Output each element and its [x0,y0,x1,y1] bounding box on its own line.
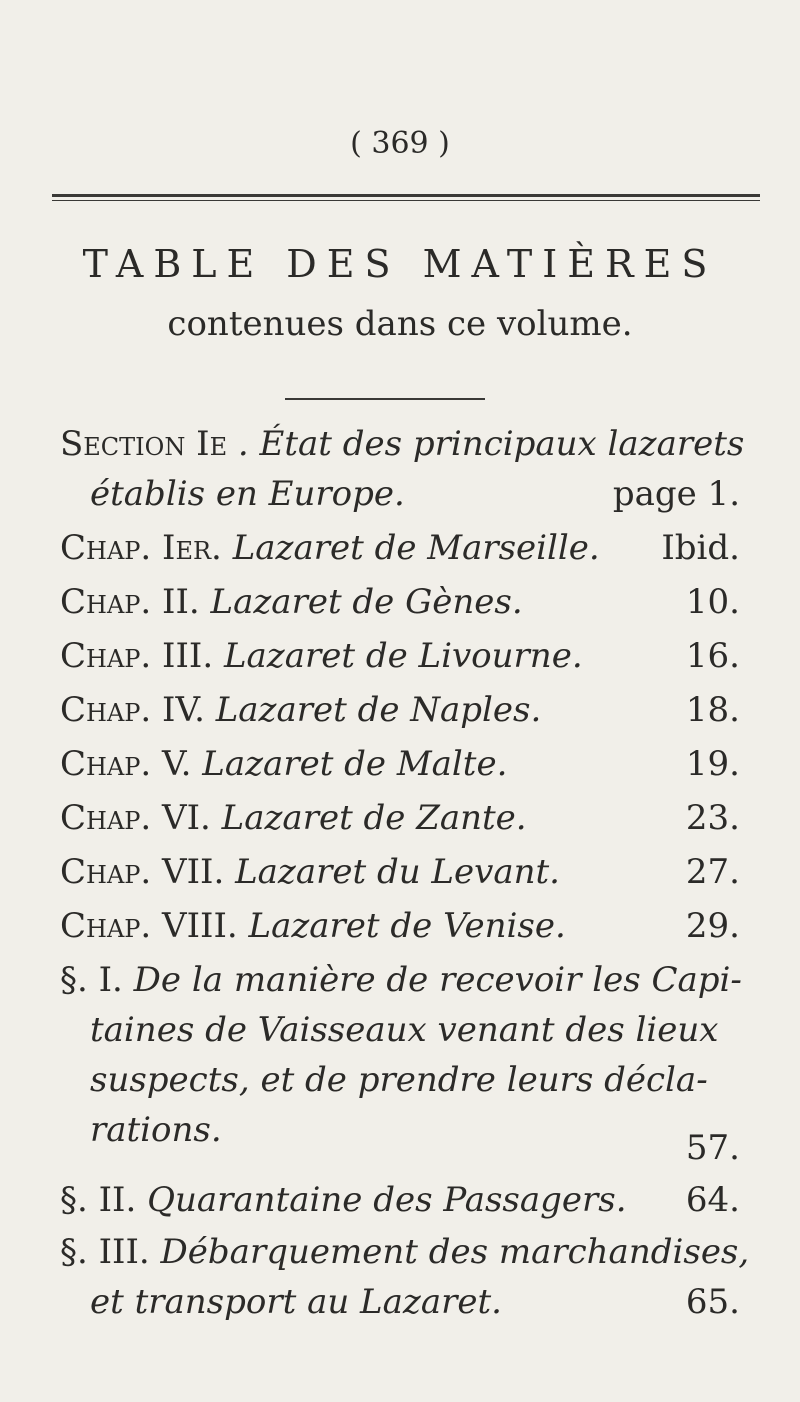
top-rule-thin [52,200,760,201]
page-title: TABLE DES MATIÈRES [82,242,718,286]
chapter-entry [60,528,740,584]
chapter-title: Lazaret de Gènes. [210,582,523,622]
page-subtitle: contenues dans ce volume. [167,304,633,344]
chapter-label: Chap. VIII. [60,906,238,946]
paragraph-label: §. I. [60,960,123,1000]
page-number: ( 369 ) [350,126,450,161]
chapter-entry [60,798,740,854]
paragraph-entry [60,1232,750,1288]
section-page: page 1. [612,474,740,514]
paragraph-page: 57. [685,1128,740,1168]
paragraph-page: 64. [685,1180,740,1220]
paragraph-title: Quarantaine des Passagers. [147,1180,627,1220]
section-label: Section Ie [60,424,228,464]
paragraph-entry-cont [90,1282,740,1338]
chapter-label: Chap. Ier. [60,528,222,568]
paragraph-title-line2: et transport au Lazaret. [90,1282,502,1322]
chapter-page: 19. [685,744,740,784]
chapter-label: Chap. V. [60,744,192,784]
chapter-label: Chap. VII. [60,852,225,892]
chapter-page: Ibid. [661,528,740,568]
paragraph-label: §. III. [60,1232,150,1272]
chapter-page: 29. [685,906,740,946]
chapter-title: Lazaret de Livourne. [223,636,583,676]
chapter-label: Chap. IV. [60,690,205,730]
chapter-title: Lazaret de Malte. [202,744,508,784]
chapter-label: Chap. II. [60,582,200,622]
chapter-page: 23. [685,798,740,838]
chapter-entry [60,582,740,638]
chapter-entry [60,852,740,908]
chapter-title: Lazaret de Naples. [215,690,542,730]
paragraph-entry [60,960,740,1016]
chapter-entry [60,636,740,692]
paragraph-title-line3: suspects, et de prendre leurs décla- [90,1060,708,1100]
chapter-title: Lazaret de Zante. [221,798,527,838]
chapter-entry [60,744,740,800]
section-title-line2: établis en Europe. [90,474,405,514]
paragraph-title-line2: taines de Vaisseaux venant des lieux [90,1010,719,1050]
chapter-title: Lazaret du Levant. [235,852,560,892]
section-entry-cont [90,474,740,530]
section-title-line1: . État des principaux lazarets [237,424,745,464]
paragraph-page: 65. [685,1282,740,1322]
paragraph-title-line1: De la manière de recevoir les Capi- [133,960,742,1000]
chapter-page: 16. [685,636,740,676]
chapter-page: 18. [685,690,740,730]
paragraph-title-line1: Débarquement des marchandises, [160,1232,750,1272]
paragraph-title-line4: rations. [90,1110,222,1150]
separator-rule [285,398,485,400]
top-rule [52,194,760,197]
paragraph-label: §. II. [60,1180,137,1220]
chapter-page: 27. [685,852,740,892]
chapter-entry [60,690,740,746]
paragraph-entry [60,1180,740,1236]
paragraph-entry-cont [90,1110,740,1166]
chapter-title: Lazaret de Venise. [248,906,566,946]
chapter-page: 10. [685,582,740,622]
section-entry [60,424,745,480]
chapter-title: Lazaret de Marseille. [232,528,600,568]
chapter-label: Chap. VI. [60,798,211,838]
chapter-label: Chap. III. [60,636,214,676]
chapter-entry [60,906,740,962]
